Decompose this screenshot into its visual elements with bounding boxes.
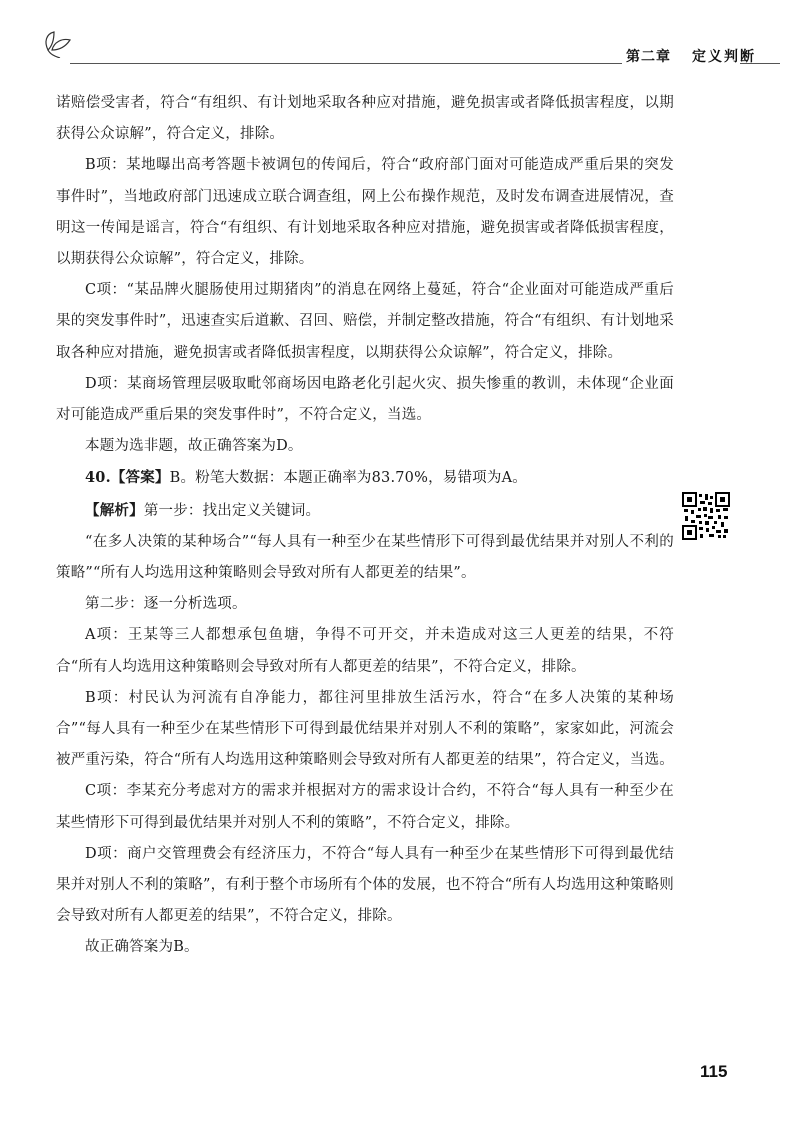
paragraph: “在多人决策的某种场合”“每人具有一种至少在某些情形下可得到最优结果并对别人不利的策略”“所有人均选用这种策略则会导致对所有人都更差的结果”。 <box>56 533 674 582</box>
paragraph: 第二步：逐一分析选项。 <box>85 596 247 613</box>
qr-code-icon <box>682 492 730 540</box>
answer-text: B。粉笔大数据：本题正确率为83.70%，易错项为A。 <box>169 470 527 487</box>
paragraph: A项：王某等三人都想承包鱼塘，争得不可开交，并未造成对这三人更差的结果，不符合“所有人均选用这种策略则会导致对所有人都更差的结果”，不符合定义，排除。 <box>56 627 674 675</box>
paragraph: B项：某地曝出高考答题卡被调包的传闻后，符合“政府部门面对可能造成严重后果的突发事件时”，当地政府部门迅速成立联合调查组，网上公布操作规范，及时发布调查进展情况，查明这一传闻是谣言，符合“有组织、有计划地采取各种应对措施，避免损害或者降低损害程度，以期获得公众谅解”，符合定义，排除。 <box>56 157 674 268</box>
header-rule-left <box>70 63 622 64</box>
paragraph: 故正确答案为B。 <box>85 939 199 956</box>
page-number: 115 <box>700 1062 728 1081</box>
header-rule-right <box>740 63 780 64</box>
answer-label: 40.【答案】 <box>85 469 170 487</box>
page-body <box>56 88 674 964</box>
analysis-paragraph <box>56 495 674 527</box>
paragraph: 诺赔偿受害者，符合“有组织、有计划地采取各种应对措施，避免损害或者降低损害程度，以期获得公众谅解”，符合定义，排除。 <box>56 95 674 143</box>
analysis-text: 第一步：找出定义关键词。 <box>143 502 321 519</box>
paragraph: D项：某商场管理层吸取毗邻商场因电路老化引起火灾、损失惨重的教训，未体现“企业面对可能造成严重后果的突发事件时”，不符合定义，当选。 <box>56 375 674 424</box>
answer-paragraph <box>56 462 674 494</box>
paragraph: D项：商户交管理费会有经济压力，不符合“每人具有一种至少在某些情形下可得到最优结果并对别人不利的策略”，有利于整个市场所有个体的发展，也不符合“所有人均选用这种策略则会导致对所有人都更差的结果”，不符合定义，排除。 <box>56 845 674 925</box>
analysis-label: 【解析】 <box>85 501 144 519</box>
paragraph: 本题为选非题，故正确答案为D。 <box>85 438 303 455</box>
paragraph: C项：李某充分考虑对方的需求并根据对方的需求设计合约，不符合“每人具有一种至少在某些情形下可得到最优结果并对别人不利的策略”，不符合定义，排除。 <box>56 783 674 831</box>
page-header <box>40 28 780 68</box>
leaf-icon <box>40 28 76 58</box>
chapter-label: 第二章 <box>626 49 671 65</box>
paragraph: C项：“某品牌火腿肠使用过期猪肉”的消息在网络上蔓延，符合“企业面对可能造成严重后果的突发事件时”，迅速查实后道歉、召回、赔偿，并制定整改措施，符合“有组织、有计划地采取各种应对措施，避免损害或者降低损害程度，以期获得公众谅解”，符合定义，排除。 <box>56 282 674 361</box>
chapter-title: 定义判断 <box>692 49 756 65</box>
paragraph: B项：村民认为河流有自净能力，都往河里排放生活污水，符合“在多人决策的某种场合”“每人具有一种至少在某些情形下可得到最优结果并对别人不利的策略”，家家如此，河流会被严重污染，符合“所有人均选用这种策略则会导致对所有人都更差的结果”，符合定义，当选。 <box>56 689 674 769</box>
